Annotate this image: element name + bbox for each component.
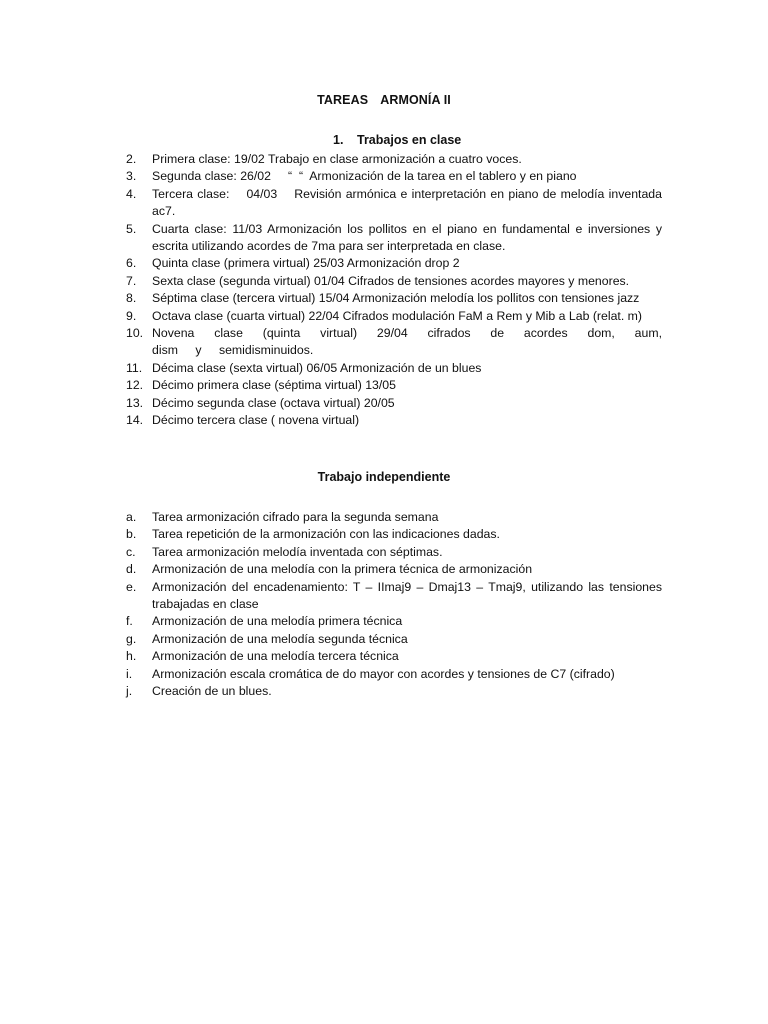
list-marker: 10. <box>126 326 144 341</box>
page-title <box>0 93 768 107</box>
list-item-text: Creación de un blues. <box>152 684 272 699</box>
list-marker: d. <box>126 562 137 577</box>
list-item-text: Séptima clase (tercera virtual) 15/04 Armonización melodía los pollitos con tensiones jazz <box>152 291 640 306</box>
list-item-text: Tarea armonización melodía inventada con séptimas. <box>152 544 443 559</box>
list-marker: 12. <box>126 378 144 393</box>
list-item-text: Quinta clase (primera virtual) 25/03 Armonización drop 2 <box>152 256 460 271</box>
list-marker: a. <box>126 510 137 524</box>
list-item-text: Décimo primera clase (séptima virtual) 13/05 <box>152 378 396 393</box>
list-item <box>126 648 662 665</box>
list-marker: g. <box>126 631 137 646</box>
list-item <box>126 325 662 360</box>
section-number: 1. <box>333 133 344 147</box>
list-item <box>126 412 662 429</box>
independent-work-list <box>126 509 662 700</box>
list-marker: 9. <box>126 308 137 323</box>
list-marker: b. <box>126 527 137 542</box>
section-heading-trabajo-independiente: Trabajo independiente <box>317 470 451 484</box>
list-marker: 11. <box>126 360 143 375</box>
list-item <box>126 151 662 168</box>
list-item <box>126 308 662 325</box>
list-marker: f. <box>126 614 133 629</box>
list-marker: 5. <box>126 221 137 236</box>
list-item <box>126 273 662 290</box>
list-item-text: Armonización de una melodía segunda técnica <box>152 631 408 646</box>
list-item <box>126 613 662 630</box>
list-item <box>126 579 662 614</box>
list-item-text: Armonización escala cromática de do mayor con acordes y tensiones de C7 (cifrado) <box>152 666 615 681</box>
list-marker: 6. <box>126 256 137 271</box>
list-item-text: Tarea armonización cifrado para la segunda semana <box>152 510 439 524</box>
list-marker: h. <box>126 649 137 664</box>
list-item <box>126 255 662 272</box>
list-marker: 4. <box>126 186 137 201</box>
list-item-text: Segunda clase: 26/02 “ “ Armonización de la tarea en el tablero y en piano <box>152 169 577 184</box>
list-item <box>126 360 662 377</box>
title-left: TAREAS <box>317 93 369 107</box>
list-marker: c. <box>126 544 136 559</box>
list-item <box>126 526 662 543</box>
section-heading-text: Trabajos en clase <box>357 133 462 147</box>
list-item-text: Cuarta clase: 11/03 Armonización los pollitos en el piano en fundamental e inversiones y escrita utilizando acordes de 7ma para ser interpretada en clase. <box>152 221 662 254</box>
list-item <box>126 290 662 307</box>
list-item-text: Primera clase: 19/02 Trabajo en clase armonización a cuatro voces. <box>152 152 522 166</box>
list-marker: 13. <box>126 395 144 410</box>
list-marker: j. <box>126 684 133 699</box>
class-work-list <box>126 151 666 430</box>
list-item <box>126 666 662 683</box>
list-item-text: Octava clase (cuarta virtual) 22/04 Cifrados modulación FaM a Rem y Mib a Lab (relat. m) <box>152 308 643 323</box>
list-item <box>126 395 662 412</box>
list-marker: 7. <box>126 273 137 288</box>
list-marker: 2. <box>126 152 137 166</box>
list-item <box>126 683 662 700</box>
title-right: ARMONÍA II <box>380 93 451 107</box>
list-item-text: Sexta clase (segunda virtual) 01/04 Cifrados de tensiones acordes mayores y menores. <box>152 273 630 288</box>
section-heading-trabajos-en-clase <box>333 133 461 147</box>
list-item-text: Novena clase (quinta virtual) 29/04 cifrados de acordes dom, aum, dism y semidisminuidos. <box>152 326 662 358</box>
list-item-text: Armonización de una melodía tercera técnica <box>152 649 399 664</box>
list-item-text: Tercera clase: 04/03 Revisión armónica e interpretación en piano de melodía inventada ac7. <box>152 186 666 219</box>
list-item-text: Armonización de una melodía con la primera técnica de armonización <box>152 562 533 577</box>
list-item-text: Armonización del encadenamiento: T – IImaj9 – Dmaj13 – Tmaj9, utilizando las tensiones trabajadas en clase <box>152 579 662 612</box>
list-item <box>126 544 662 561</box>
list-item <box>126 186 666 221</box>
list-item <box>126 221 662 256</box>
list-marker: i. <box>126 666 133 681</box>
list-item-text: Décima clase (sexta virtual) 06/05 Armonización de un blues <box>152 360 482 375</box>
list-item <box>126 509 662 526</box>
list-item-text: Décimo segunda clase (octava virtual) 20/05 <box>152 395 395 410</box>
list-item <box>126 561 662 578</box>
list-marker: e. <box>126 579 137 594</box>
list-item <box>126 377 662 394</box>
list-marker: 8. <box>126 291 137 306</box>
list-item-text: Armonización de una melodía primera técnica <box>152 614 403 629</box>
list-item <box>126 631 662 648</box>
list-item <box>126 168 662 185</box>
list-item-text: Décimo tercera clase ( novena virtual) <box>152 413 360 428</box>
list-marker: 3. <box>126 169 137 184</box>
list-marker: 14. <box>126 413 144 428</box>
list-item-text: Tarea repetición de la armonización con las indicaciones dadas. <box>152 527 500 542</box>
